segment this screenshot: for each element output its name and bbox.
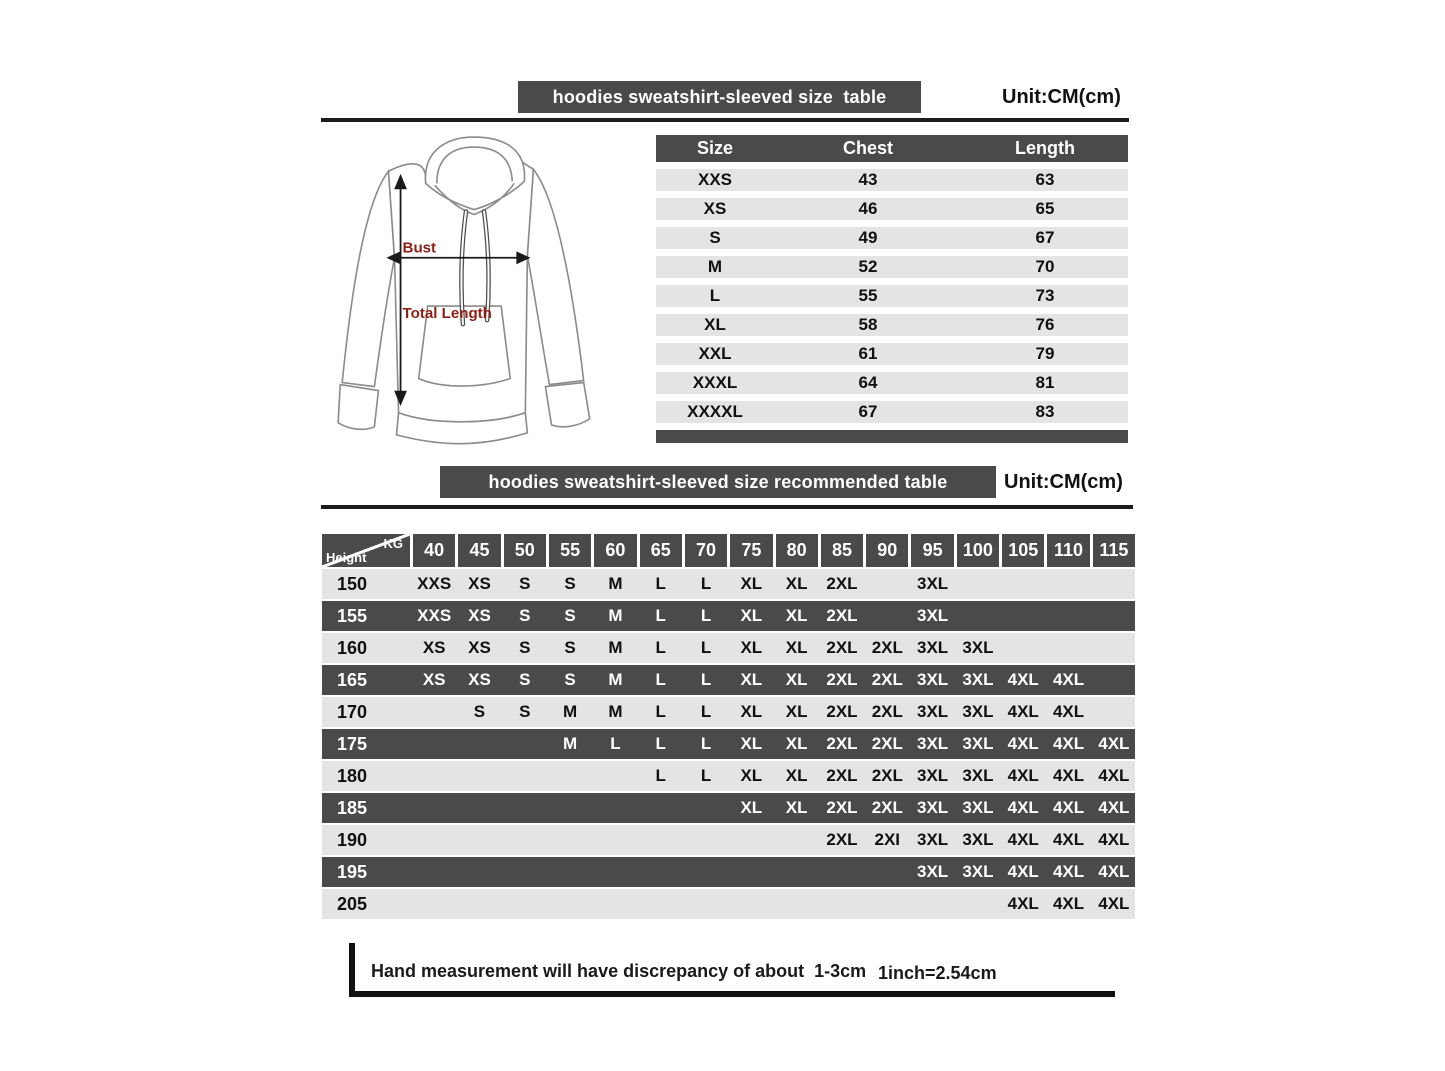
size-recommendation-cell [458, 825, 500, 855]
size-recommendation-cell [866, 601, 908, 631]
size-recommendation-cell [685, 825, 727, 855]
size-recommendation-cell: XL [785, 702, 808, 721]
weight-header-cell: 40 [413, 534, 455, 567]
size-recommendation-cell: 4XL [1052, 670, 1085, 689]
size-recommendation-cell: 3XL [917, 734, 949, 753]
size-recommendation-cell [1093, 633, 1135, 663]
size-recommendation-cell: 2XL [826, 574, 858, 593]
height-cell: 175 [337, 733, 368, 754]
size-recommendation-cell [821, 889, 863, 919]
recommended-row [322, 761, 1135, 791]
kg-height-corner-cell [322, 534, 410, 567]
size-cell: M [707, 257, 723, 276]
weight-header-cell: 65 [640, 534, 682, 567]
size-recommendation-cell: 4XL [1007, 862, 1039, 881]
size-recommendation-cell [549, 761, 591, 791]
size-recommendation-cell [549, 857, 591, 887]
column-header-length: Length [1015, 138, 1075, 158]
size-recommendation-cell: S [564, 574, 576, 593]
recommended-row [322, 857, 1135, 887]
chest-cell: 49 [858, 228, 878, 247]
height-cell: 150 [337, 573, 368, 594]
size-table-row [656, 227, 1128, 249]
size-recommendation-cell: S [473, 702, 486, 721]
size-recommendation-cell: M [608, 574, 623, 593]
size-recommendation-cell [1047, 569, 1089, 599]
size-recommendation-cell: 4XL [1098, 766, 1130, 785]
size-cell: XXXXL [687, 402, 743, 421]
size-recommendation-cell: 2XL [871, 766, 903, 785]
size-recommendation-cell: S [564, 606, 576, 625]
size-recommendation-cell [549, 889, 591, 919]
size-recommendation-cell: 2XL [871, 734, 903, 753]
recommended-table-title-bar [440, 466, 996, 498]
size-recommendation-cell: 3XL [917, 702, 949, 721]
size-recommendation-cell: XS [468, 574, 491, 593]
height-cell: 190 [337, 829, 368, 850]
size-recommendation-cell [1002, 633, 1044, 663]
size-recommendation-cell: 2XL [871, 702, 903, 721]
size-recommendation-cell [504, 793, 546, 823]
size-recommendation-cell: 3XL [917, 830, 949, 849]
size-recommendation-cell: 4XL [1098, 862, 1130, 881]
size-recommendation-cell [730, 825, 772, 855]
recommended-table-header [322, 534, 1135, 567]
size-recommendation-cell: 3XL [917, 638, 949, 657]
size-recommendation-cell [594, 857, 636, 887]
length-cell: 79 [1035, 344, 1055, 363]
size-recommendation-cell: XL [740, 574, 763, 593]
size-recommendation-cell: L [655, 606, 666, 625]
size-recommendation-cell: 3XL [962, 766, 994, 785]
size-recommendation-cell [730, 857, 772, 887]
weight-header-cell: 60 [594, 534, 636, 567]
height-cell: 170 [337, 701, 368, 722]
size-recommendation-cell [504, 761, 546, 791]
height-cell: 160 [337, 637, 368, 658]
size-recommendation-cell [458, 761, 500, 791]
size-cell: XXS [697, 170, 733, 189]
size-recommendation-cell: XL [785, 606, 808, 625]
size-recommendation-cell: S [564, 638, 576, 657]
size-recommendation-cell: M [563, 702, 578, 721]
size-recommendation-cell: L [655, 574, 666, 593]
size-recommendation-cell: L [700, 574, 712, 593]
size-recommendation-cell [458, 793, 500, 823]
size-recommendation-cell: XS [468, 606, 491, 625]
size-recommendation-cell: 4XL [1007, 766, 1039, 785]
size-recommendation-cell: XL [785, 574, 808, 593]
size-recommendation-cell: XS [468, 670, 491, 689]
size-recommendation-cell [957, 889, 999, 919]
size-table-row [656, 256, 1128, 278]
size-recommendation-cell: XL [740, 798, 763, 817]
chest-cell: 43 [858, 170, 878, 189]
chest-cell: 55 [858, 286, 878, 305]
chest-cell: 64 [858, 373, 878, 392]
size-recommendation-cell: S [519, 670, 531, 689]
size-recommendation-cell [413, 729, 455, 759]
length-cell: 70 [1035, 257, 1055, 276]
size-cell: XXXL [692, 373, 738, 392]
size-recommendation-cell: 4XL [1098, 894, 1130, 913]
size-recommendation-cell [776, 889, 818, 919]
length-cell: 63 [1035, 170, 1055, 189]
size-recommendation-cell: L [610, 734, 621, 753]
size-recommendation-cell [1093, 665, 1135, 695]
chest-cell: 52 [858, 257, 878, 276]
size-recommendation-cell: XL [740, 638, 763, 657]
recommended-row [322, 697, 1135, 727]
size-recommendation-cell: 3XL [962, 670, 994, 689]
size-recommendation-cell [685, 793, 727, 823]
weight-header-cell: 90 [866, 534, 908, 567]
size-recommendation-cell: 2XL [826, 670, 858, 689]
size-table [656, 135, 1128, 443]
size-recommendation-cell: 4XL [1098, 798, 1130, 817]
length-cell: 73 [1035, 286, 1055, 305]
size-recommendation-cell [504, 857, 546, 887]
measurement-note: Hand measurement will have discrepancy of about 1-3cm [371, 961, 867, 981]
size-recommendation-cell: 4XL [1007, 798, 1039, 817]
size-recommendation-cell: L [700, 734, 712, 753]
bust-label: Bust [402, 239, 437, 257]
size-recommendation-cell: M [608, 702, 623, 721]
size-recommendation-cell [957, 601, 999, 631]
size-recommendation-cell: S [564, 670, 576, 689]
corner-kg-label: KG [383, 536, 403, 551]
footer-left-bar [349, 943, 355, 992]
size-recommendation-cell: XXS [417, 606, 452, 625]
size-recommendation-cell: 3XL [917, 670, 949, 689]
weight-header-cell: 115 [1093, 534, 1135, 567]
recommended-row [322, 601, 1135, 631]
weight-header-cell: 105 [1002, 534, 1044, 567]
size-recommendation-cell [866, 569, 908, 599]
recommended-row [322, 569, 1135, 599]
size-recommendation-cell: XS [422, 638, 446, 657]
size-recommendation-cell: 4XL [1007, 734, 1039, 753]
size-recommendation-cell: 2XL [871, 670, 903, 689]
size-recommendation-cell: 3XL [917, 798, 949, 817]
recommended-row [322, 729, 1135, 759]
recommended-table-title: hoodies sweatshirt-sleeved size recommended table [488, 471, 948, 492]
size-recommendation-cell: 3XL [917, 766, 949, 785]
size-recommendation-cell: XL [740, 766, 763, 785]
divider-bottom [321, 505, 1133, 509]
size-recommendation-cell [413, 761, 455, 791]
size-recommendation-cell: L [655, 766, 666, 785]
unit-label-top: Unit:CM(cm) [1002, 86, 1121, 108]
size-recommendation-cell [413, 793, 455, 823]
size-recommendation-cell [866, 889, 908, 919]
recommended-row [322, 889, 1135, 919]
hoodie-outline [338, 137, 590, 444]
corner-height-label: Height [326, 550, 367, 565]
size-recommendation-cell: XL [785, 734, 808, 753]
size-recommendation-cell: 2XL [826, 798, 858, 817]
length-cell: 65 [1035, 199, 1055, 218]
size-recommendation-cell: S [519, 606, 531, 625]
size-recommendation-cell [458, 889, 500, 919]
hoodie-diagram [330, 131, 617, 458]
size-recommendation-cell [413, 825, 455, 855]
size-recommendation-cell [640, 889, 682, 919]
size-recommendation-cell: S [519, 702, 531, 721]
size-recommendation-cell: 4XL [1098, 734, 1130, 753]
size-table-row [656, 372, 1128, 394]
recommended-row [322, 793, 1135, 823]
size-recommendation-cell: 3XL [917, 606, 949, 625]
weight-header-cell: 95 [911, 534, 953, 567]
size-recommendation-cell: M [608, 638, 623, 657]
size-recommendation-cell: 3XL [962, 638, 994, 657]
size-recommendation-cell [1002, 601, 1044, 631]
size-recommendation-cell: XL [785, 638, 808, 657]
height-cell: 165 [337, 669, 368, 690]
size-recommendation-cell: 2XL [826, 606, 858, 625]
size-recommendation-cell: 4XL [1007, 702, 1039, 721]
size-recommendation-cell: 2XL [826, 734, 858, 753]
size-recommendation-cell [1047, 601, 1089, 631]
size-cell: XL [704, 315, 726, 334]
size-recommendation-cell: M [563, 734, 578, 753]
size-recommendation-cell [1047, 633, 1089, 663]
weight-header-cell: 75 [730, 534, 772, 567]
right-cuff [545, 383, 589, 427]
size-recommendation-cell: XL [785, 798, 808, 817]
length-cell: 83 [1035, 402, 1055, 421]
height-cell: 195 [337, 861, 368, 882]
size-recommendation-cell: 2XL [871, 798, 903, 817]
chest-cell: 61 [858, 344, 878, 363]
size-table-title: hoodies sweatshirt-sleeved size table [552, 86, 887, 107]
size-recommendation-cell: 2XL [826, 702, 858, 721]
size-recommendation-cell: 2XI [874, 830, 901, 849]
size-recommendation-cell [413, 857, 455, 887]
size-cell: XXL [698, 344, 732, 363]
size-cell: XS [703, 199, 727, 218]
size-recommendation-cell: 4XL [1052, 830, 1085, 849]
size-recommendation-cell: XL [785, 670, 808, 689]
unit-label-bottom: Unit:CM(cm) [1004, 471, 1123, 493]
size-recommendation-cell [594, 825, 636, 855]
size-recommendation-cell: 2XL [826, 638, 858, 657]
size-recommendation-cell: 2XL [826, 766, 858, 785]
weight-header-cell: 80 [776, 534, 818, 567]
column-header-size: Size [696, 138, 734, 158]
length-cell: 76 [1035, 315, 1055, 334]
size-cell: L [709, 286, 721, 305]
size-recommendation-cell: 4XL [1007, 670, 1039, 689]
weight-header-cell: 45 [458, 534, 500, 567]
size-recommendation-cell [458, 857, 500, 887]
size-table-row [656, 314, 1128, 336]
size-recommendation-cell: XL [740, 702, 763, 721]
size-recommendation-cell: 4XL [1007, 830, 1039, 849]
size-recommendation-cell: 3XL [962, 862, 994, 881]
size-recommendation-cell: 4XL [1007, 894, 1039, 913]
size-table-title-bar [518, 81, 921, 113]
weight-header-cell: 50 [504, 534, 546, 567]
size-recommendation-cell [640, 793, 682, 823]
size-recommendation-cell: L [700, 702, 712, 721]
weight-header-cell: 55 [549, 534, 591, 567]
size-recommendation-cell: 3XL [962, 734, 994, 753]
size-recommendation-cell [685, 889, 727, 919]
size-recommendation-cell [413, 889, 455, 919]
size-recommendation-cell [776, 857, 818, 887]
size-recommendation-cell [1093, 697, 1135, 727]
size-recommendation-cell: XL [740, 606, 763, 625]
size-cell: S [709, 228, 721, 247]
size-table-row [656, 198, 1128, 220]
size-recommendation-cell: L [700, 766, 712, 785]
size-recommendation-cell [821, 857, 863, 887]
recommended-row [322, 825, 1135, 855]
size-recommendation-cell [640, 857, 682, 887]
size-recommendation-cell: 3XL [962, 702, 994, 721]
size-recommendation-cell [1093, 601, 1135, 631]
size-recommendation-cell: 4XL [1052, 766, 1085, 785]
size-recommendation-cell [911, 889, 953, 919]
size-recommendation-cell [640, 825, 682, 855]
size-recommendation-cell: M [608, 606, 623, 625]
size-recommendation-cell [730, 889, 772, 919]
size-recommendation-cell: XS [468, 638, 491, 657]
size-recommendation-cell: 4XL [1052, 862, 1085, 881]
total-length-label: Total Length [402, 305, 492, 323]
height-cell: 155 [337, 605, 368, 626]
size-recommendation-cell: XL [740, 670, 763, 689]
size-recommendation-cell: L [700, 606, 712, 625]
size-recommendation-cell [504, 889, 546, 919]
size-recommendation-cell [1093, 569, 1135, 599]
recommended-table [322, 534, 1135, 919]
size-recommendation-cell: 2XL [826, 830, 858, 849]
size-recommendation-cell [504, 825, 546, 855]
size-recommendation-cell [776, 825, 818, 855]
size-recommendation-cell: XL [740, 734, 763, 753]
size-recommendation-cell: 4XL [1052, 798, 1085, 817]
size-recommendation-cell: 2XL [871, 638, 903, 657]
size-table-row [656, 169, 1128, 191]
size-recommendation-cell [504, 729, 546, 759]
size-recommendation-cell: 4XL [1052, 894, 1085, 913]
size-recommendation-cell: L [700, 638, 712, 657]
size-table-body [656, 169, 1128, 423]
length-cell: 67 [1035, 228, 1055, 247]
chest-cell: 46 [858, 199, 878, 218]
weight-header-cell: 110 [1047, 534, 1089, 567]
size-recommendation-cell: S [519, 574, 531, 593]
footer-bottom-bar [349, 991, 1115, 997]
size-table-row [656, 401, 1128, 423]
height-cell: 205 [337, 893, 368, 914]
size-recommendation-cell: 3XL [917, 574, 949, 593]
size-recommendation-cell: L [655, 638, 666, 657]
divider-top [321, 118, 1129, 122]
weight-header-cell: 70 [685, 534, 727, 567]
size-recommendation-cell: L [655, 670, 666, 689]
size-recommendation-cell [549, 793, 591, 823]
weight-header-cell: 100 [957, 534, 999, 567]
size-recommendation-cell: 4XL [1052, 702, 1085, 721]
recommended-row [322, 633, 1135, 663]
size-recommendation-cell: L [655, 734, 666, 753]
size-recommendation-cell: M [608, 670, 623, 689]
size-recommendation-cell: 4XL [1098, 830, 1130, 849]
size-recommendation-cell [458, 729, 500, 759]
size-recommendation-cell [413, 697, 455, 727]
size-recommendation-cell: L [700, 670, 712, 689]
length-cell: 81 [1035, 373, 1055, 392]
size-recommendation-cell: XS [422, 670, 446, 689]
size-recommendation-cell [594, 889, 636, 919]
recommended-table-body [322, 569, 1135, 919]
size-recommendation-cell: S [519, 638, 531, 657]
size-recommendation-cell [594, 793, 636, 823]
size-recommendation-cell: L [655, 702, 666, 721]
size-recommendation-cell [1002, 569, 1044, 599]
height-cell: 180 [337, 765, 368, 786]
chest-cell: 58 [858, 315, 878, 334]
size-recommendation-cell [866, 857, 908, 887]
size-recommendation-cell [594, 761, 636, 791]
height-cell: 185 [337, 797, 368, 818]
size-table-row [656, 343, 1128, 365]
size-recommendation-cell: 3XL [962, 830, 994, 849]
weight-header-cell: 85 [821, 534, 863, 567]
size-recommendation-cell: XXS [417, 574, 452, 593]
size-table-bottom-bar [656, 430, 1128, 443]
size-recommendation-cell [957, 569, 999, 599]
inch-conversion-note: 1inch=2.54cm [878, 963, 997, 983]
size-recommendation-cell: 3XL [917, 862, 949, 881]
left-cuff [338, 385, 378, 430]
size-table-row [656, 285, 1128, 307]
size-recommendation-cell: 3XL [962, 798, 994, 817]
size-recommendation-cell: XL [785, 766, 808, 785]
column-header-chest: Chest [842, 138, 893, 158]
recommended-row [322, 665, 1135, 695]
size-recommendation-cell [549, 825, 591, 855]
size-table-header [656, 135, 1128, 162]
size-recommendation-cell: 4XL [1052, 734, 1085, 753]
chest-cell: 67 [858, 402, 878, 421]
size-recommendation-cell [685, 857, 727, 887]
